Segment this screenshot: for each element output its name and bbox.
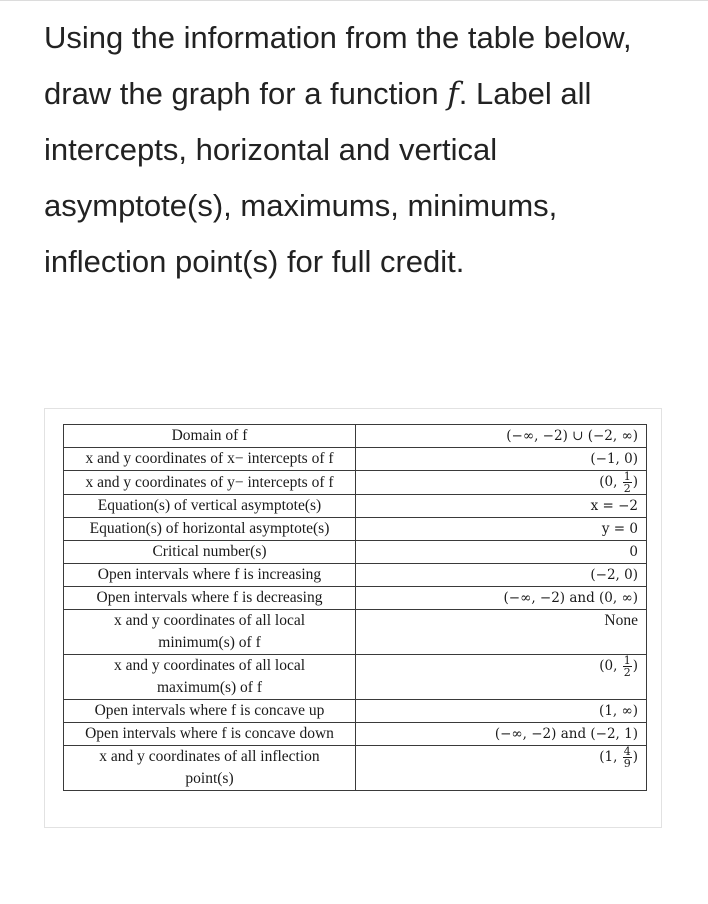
table-row xyxy=(64,495,647,518)
prompt-line-1: Using the information from the table below, xyxy=(44,20,632,55)
prompt-line-5: inflection point(s) for full credit. xyxy=(44,244,465,279)
row-value-local-minimum: None xyxy=(356,610,647,655)
row-value-critical-numbers: 0 xyxy=(356,541,647,564)
fraction-numerator: 1 xyxy=(623,470,631,483)
label-line-2: minimum(s) of f xyxy=(158,634,261,651)
row-label-y-intercepts: x and y coordinates of y− intercepts of f xyxy=(64,471,356,495)
row-value-decreasing: (−∞, −2) and (0, ∞) xyxy=(356,587,647,610)
table-row xyxy=(64,723,647,746)
table-row xyxy=(64,700,647,723)
label-line-1: x and y coordinates of all inflection xyxy=(99,748,320,765)
fraction xyxy=(623,471,632,494)
value-suffix: ) xyxy=(632,474,638,490)
row-label-local-maximum xyxy=(64,655,356,700)
label-line-1: x and y coordinates of all local xyxy=(113,612,306,629)
question-prompt xyxy=(44,10,684,290)
row-label-domain: Domain of f xyxy=(64,425,356,448)
fraction-denominator: 2 xyxy=(623,666,631,679)
table-row xyxy=(64,610,647,655)
table-row xyxy=(64,448,647,471)
row-label-increasing: Open intervals where f is increasing xyxy=(64,564,356,587)
row-label-local-minimum xyxy=(64,610,356,655)
table-row xyxy=(64,518,647,541)
prompt-line-2 xyxy=(44,66,684,122)
row-value-x-intercepts: (−1, 0) xyxy=(356,448,647,471)
table-row xyxy=(64,746,647,791)
value-prefix: (0, xyxy=(599,658,622,674)
prompt-line-2-end: . Label all xyxy=(458,76,592,111)
function-properties-image xyxy=(44,408,662,828)
prompt-line-2-start: draw the graph for a function xyxy=(44,76,448,111)
value-suffix: ) xyxy=(632,658,638,674)
row-label-horizontal-asymptotes: Equation(s) of horizontal asymptote(s) xyxy=(64,518,356,541)
row-value-concave-down: (−∞, −2) and (−2, 1) xyxy=(356,723,647,746)
top-divider xyxy=(0,0,708,1)
value-prefix: (0, xyxy=(599,474,622,490)
row-label-inflection-points xyxy=(64,746,356,791)
label-line-1: x and y coordinates of all local xyxy=(113,657,306,674)
table-row xyxy=(64,564,647,587)
row-label-vertical-asymptotes: Equation(s) of vertical asymptote(s) xyxy=(64,495,356,518)
row-value-concave-up: (1, ∞) xyxy=(356,700,647,723)
label-line-2: maximum(s) of f xyxy=(156,679,263,696)
fraction-denominator: 2 xyxy=(623,482,631,495)
label-line-2: point(s) xyxy=(185,770,234,787)
row-value-horizontal-asymptotes: y = 0 xyxy=(356,518,647,541)
table-row xyxy=(64,471,647,495)
row-label-concave-down: Open intervals where f is concave down xyxy=(64,723,356,746)
row-value-inflection-points xyxy=(356,746,647,791)
row-value-local-maximum xyxy=(356,655,647,700)
prompt-line-4: asymptote(s), maximums, minimums, xyxy=(44,188,558,223)
value-prefix: (1, xyxy=(599,749,622,765)
row-label-critical-numbers: Critical number(s) xyxy=(64,541,356,564)
row-value-vertical-asymptotes: x = −2 xyxy=(356,495,647,518)
fraction-numerator: 1 xyxy=(623,654,631,667)
fraction-denominator: 9 xyxy=(623,757,631,770)
table-row xyxy=(64,587,647,610)
table-row xyxy=(64,425,647,448)
row-value-domain: (−∞, −2) ∪ (−2, ∞) xyxy=(356,425,647,448)
fraction-numerator: 4 xyxy=(623,745,631,758)
row-label-decreasing: Open intervals where f is decreasing xyxy=(64,587,356,610)
row-value-increasing: (−2, 0) xyxy=(356,564,647,587)
table-row xyxy=(64,655,647,700)
fraction xyxy=(623,746,632,769)
fraction xyxy=(623,655,632,678)
function-properties-table xyxy=(63,424,647,791)
row-label-x-intercepts: x and y coordinates of x− intercepts of f xyxy=(64,448,356,471)
row-label-concave-up: Open intervals where f is concave up xyxy=(64,700,356,723)
value-suffix: ) xyxy=(632,749,638,765)
row-value-y-intercepts xyxy=(356,471,647,495)
function-variable: f xyxy=(447,76,459,112)
prompt-line-3: intercepts, horizontal and vertical xyxy=(44,132,498,167)
table-row xyxy=(64,541,647,564)
